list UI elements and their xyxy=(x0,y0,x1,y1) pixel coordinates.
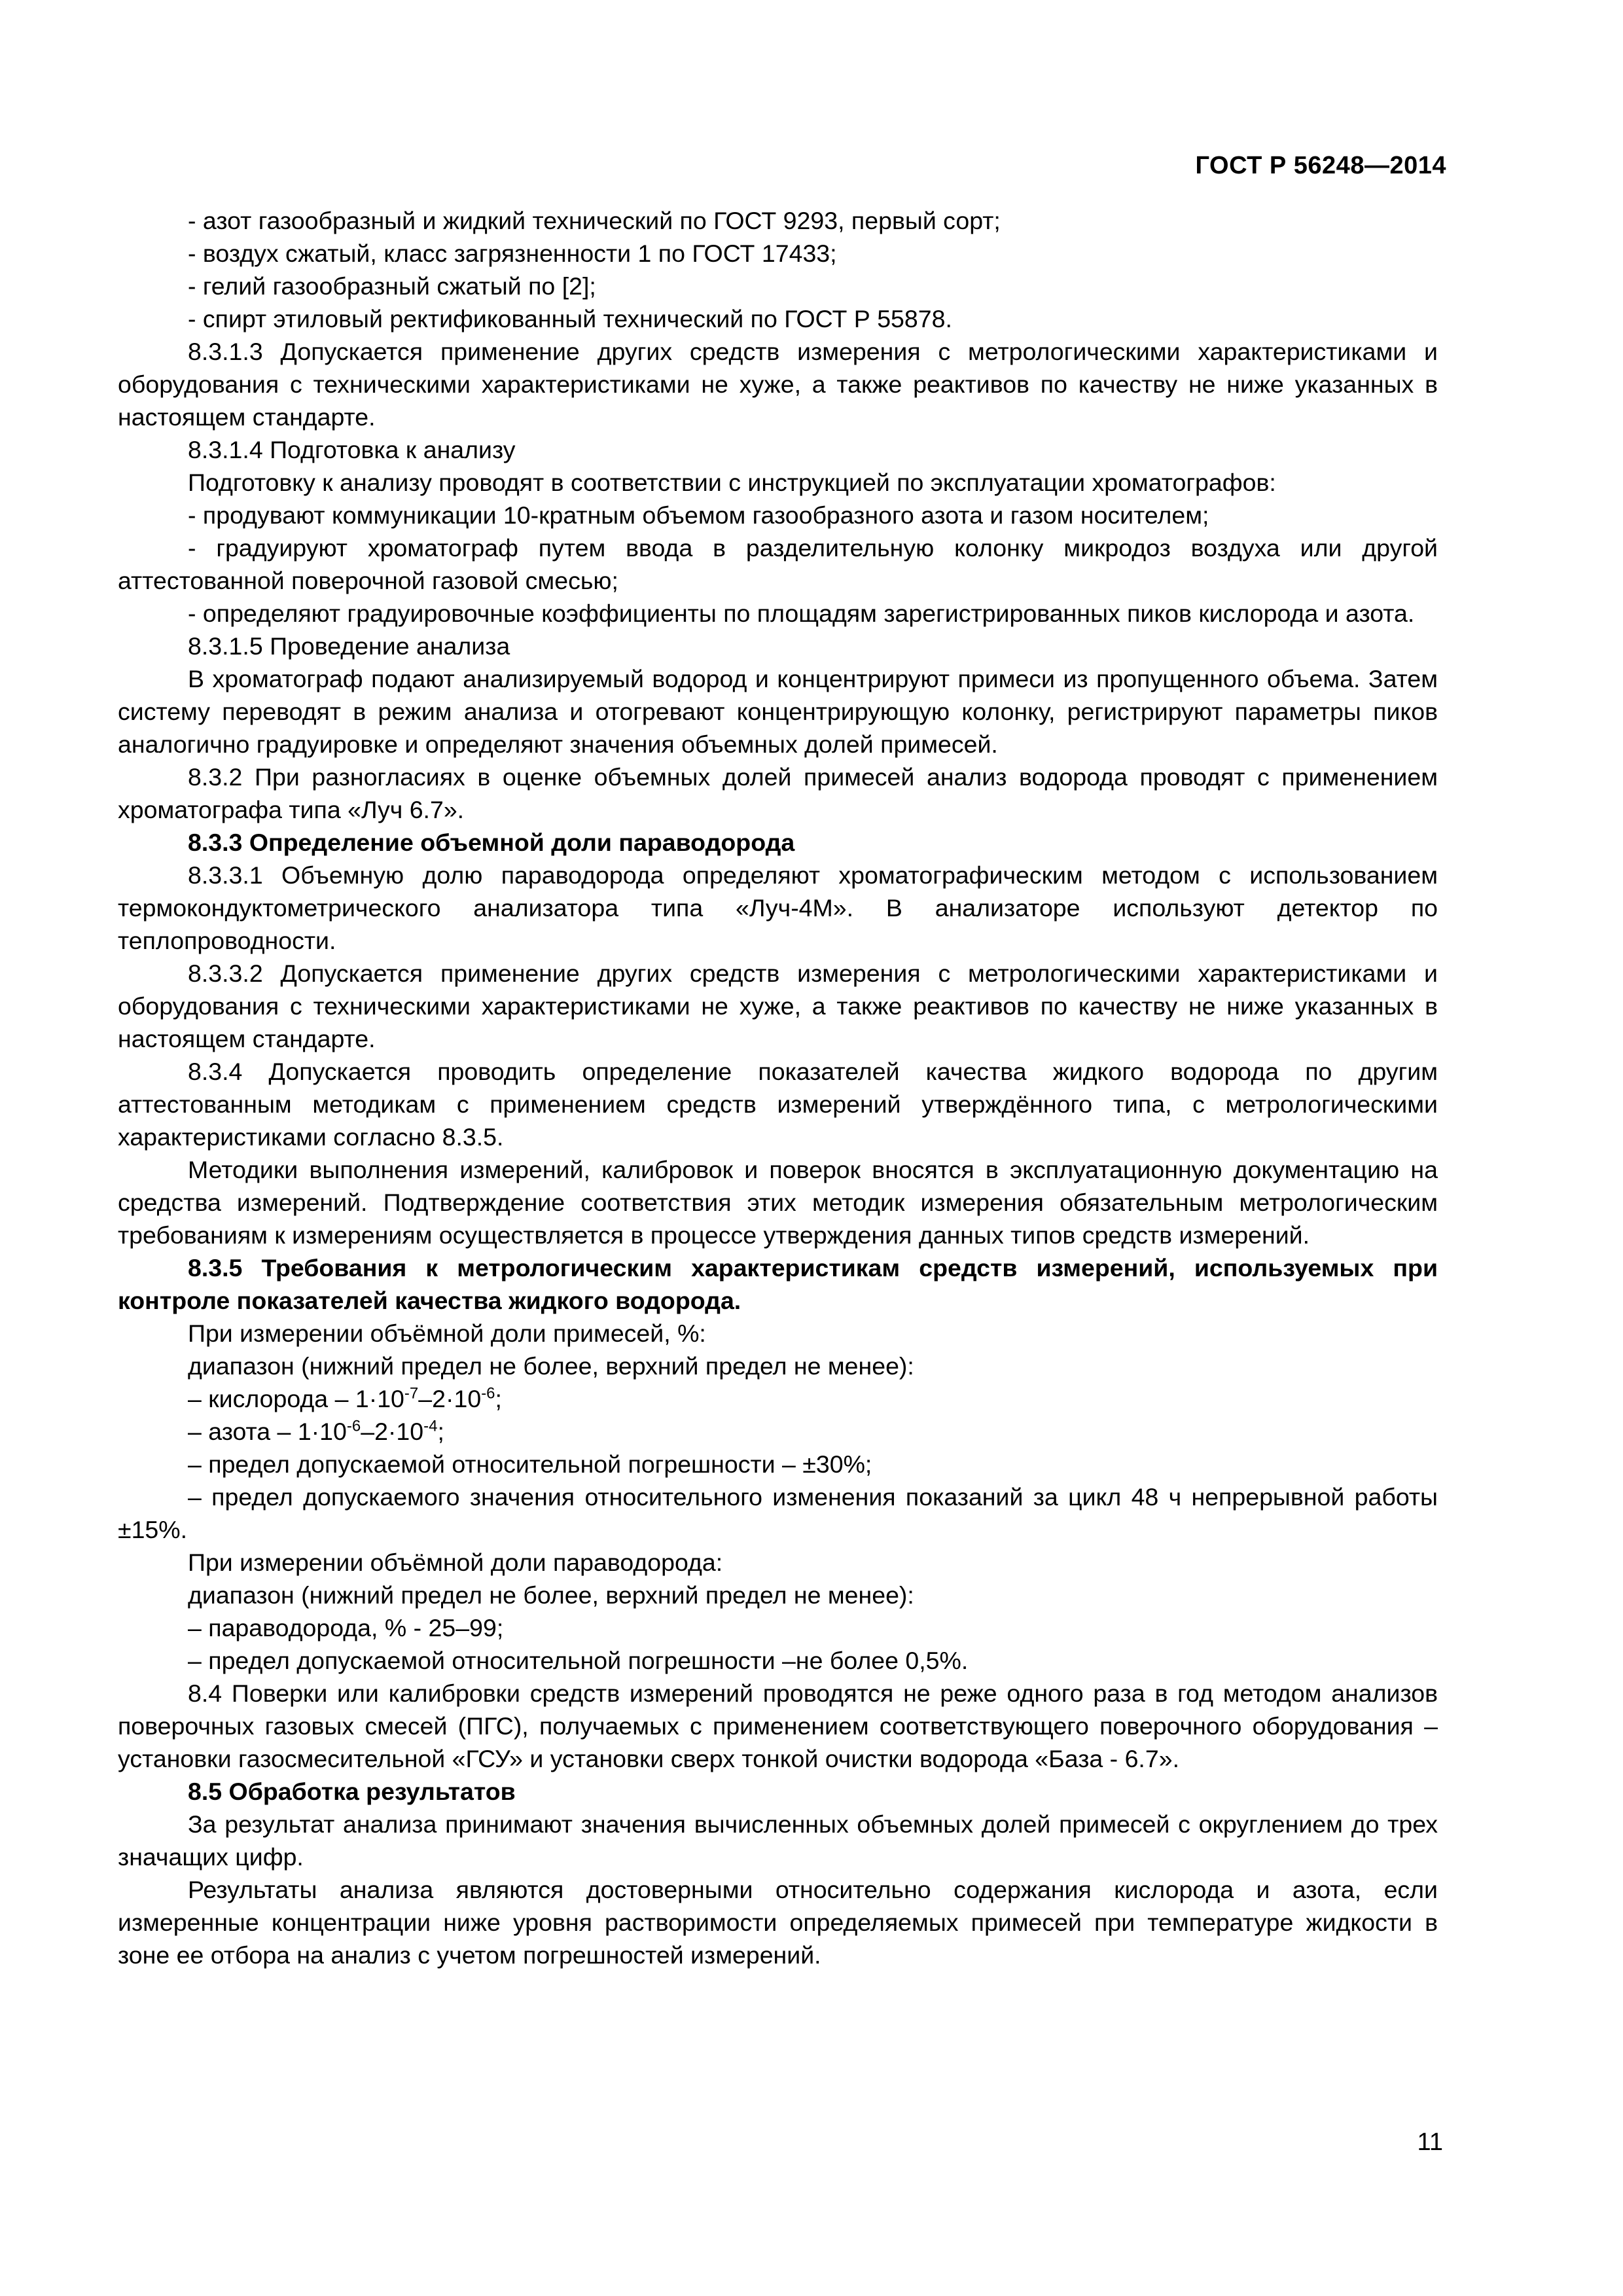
preparation-step-coefficients: - определяют градуировочные коэффициенты по площадям зарегистрированных пиков кислорода и азота. xyxy=(188,600,1415,627)
material-item-nitrogen: - азот газообразный и жидкий технический по ГОСТ 9293, первый сорт; xyxy=(188,207,1001,234)
drift-limit: – предел допускаемого значения относительного изменения показаний за цикл 48 ч непрерывной работы ±15%. xyxy=(118,1483,1438,1543)
clause-8-3-4: 8.3.4 Допускается проводить определение показателей качества жидкого водорода по другим аттестованным методикам с применением средств измерений утверждённого типа, с метрологическими характеристиками согласно 8.3.5. xyxy=(118,1058,1438,1151)
preparation-step-purge: - продувают коммуникации 10-кратным объемом газообразного азота и газом носителем; xyxy=(188,501,1209,529)
result-validity: Результаты анализа являются достоверными относительно содержания кислорода и азота, если измеренные концентрации ниже уровня растворимости определяемых примесей при температуре жидкости в зоне ее отбора на анализ с учетом погрешностей измерений. xyxy=(118,1876,1438,1969)
clause-8-3-3-2: 8.3.3.2 Допускается применение других средств измерения с метрологическими характеристиками и оборудования с техническими характеристиками не хуже, а также реактивов по качеству не ниже указанных в настоящем стандарте. xyxy=(118,960,1438,1052)
impurities-measurement-intro: При измерении объёмной доли примесей, %: xyxy=(188,1319,706,1347)
clause-8-5-heading: 8.5 Обработка результатов xyxy=(188,1778,516,1805)
clause-8-3-2: 8.3.2 При разногласиях в оценке объемных долей примесей анализ водорода проводят с применением хроматографа типа «Луч 6.7». xyxy=(118,763,1438,823)
methods-paragraph: Методики выполнения измерений, калибровок и поверок вносятся в эксплуатационную документацию на средства измерений. Подтверждение соответствия этих методик измерения обязательным метрологическим требованиям к измерениям осуществляется в процессе утверждения данных типов средств измерений. xyxy=(118,1156,1438,1249)
clause-8-3-3-1: 8.3.3.1 Объемную долю параводорода определяют хроматографическим методом с использованием термокондуктометрического анализатора типа «Луч-4М». В анализаторе используют детектор по теплопроводности. xyxy=(118,861,1438,954)
range-parahydrogen: – параводорода, % - 25–99; xyxy=(188,1614,504,1641)
clause-8-3-1-3: 8.3.1.3 Допускается применение других средств измерения с метрологическими характеристиками и оборудования с техническими характеристиками не хуже, а также реактивов по качеству не ниже указанных в настоящем стандарте. xyxy=(118,338,1438,431)
relative-error-limit: – предел допускаемой относительной погрешности – ±30%; xyxy=(188,1450,872,1478)
parahydrogen-measurement-intro: При измерении объёмной доли параводорода: xyxy=(188,1549,723,1576)
standard-header: ГОСТ Р 56248—2014 xyxy=(1195,152,1446,179)
clause-8-3-1-5-heading: 8.3.1.5 Проведение анализа xyxy=(188,632,510,660)
range-nitrogen: – азота – $1\cdot 10^{-6}-2\cdot 10^{-4}$; xyxy=(188,1417,444,1445)
clause-8-3-1-4-heading: 8.3.1.4 Подготовка к анализу xyxy=(188,436,516,463)
document-body xyxy=(118,204,1438,1971)
analysis-procedure: В хроматограф подают анализируемый водород и концентрируют примеси из пропущенного объема. Затем систему переводят в режим анализа и отогревают концентрирующую колонку, регистрируют параметры пиков аналогично градуировке и определяют значения объемных долей примесей. xyxy=(118,665,1438,758)
parahydrogen-error-limit: – предел допускаемой относительной погрешности –не более 0,5%. xyxy=(188,1647,969,1674)
material-item-helium: - гелий газообразный сжатый по [2]; xyxy=(188,272,596,300)
parahydrogen-range-label: диапазон (нижний предел не более, верхний предел не менее): xyxy=(188,1581,914,1609)
clause-8-3-3-heading: 8.3.3 Определение объемной доли параводорода xyxy=(188,829,795,856)
impurities-range-label: диапазон (нижний предел не более, верхний предел не менее): xyxy=(188,1352,914,1380)
material-item-air: - воздух сжатый, класс загрязненности 1 по ГОСТ 17433; xyxy=(188,240,837,267)
result-rounding: За результат анализа принимают значения вычисленных объемных долей примесей с округлением до трех значащих цифр. xyxy=(118,1810,1438,1871)
preparation-step-calibrate: - градуируют хроматограф путем ввода в разделительную колонку микродоз воздуха или другой аттестованной поверочной газовой смесью; xyxy=(118,534,1438,594)
clause-8-3-5-heading: 8.3.5 Требования к метрологическим характеристикам средств измерений, используемых при контроле показателей качества жидкого водорода. xyxy=(118,1254,1438,1314)
page-number: 11 xyxy=(1417,2128,1443,2156)
material-item-ethanol: - спирт этиловый ректификованный технический по ГОСТ Р 55878. xyxy=(188,305,952,332)
preparation-intro: Подготовку к анализу проводят в соответствии с инструкцией по эксплуатации хроматографов: xyxy=(188,469,1276,496)
clause-8-4: 8.4 Поверки или калибровки средств измерений проводятся не реже одного раза в год методом анализов поверочных газовых смесей (ПГС), получаемых с применением соответствующего поверочного оборудования – установки газосмесительной «ГСУ» и установки сверх тонкой очистки водорода «База - 6.7». xyxy=(118,1679,1438,1772)
range-oxygen: – кислорода – $1\cdot 10^{-7}-2\cdot 10^{-6}$; xyxy=(188,1384,502,1412)
